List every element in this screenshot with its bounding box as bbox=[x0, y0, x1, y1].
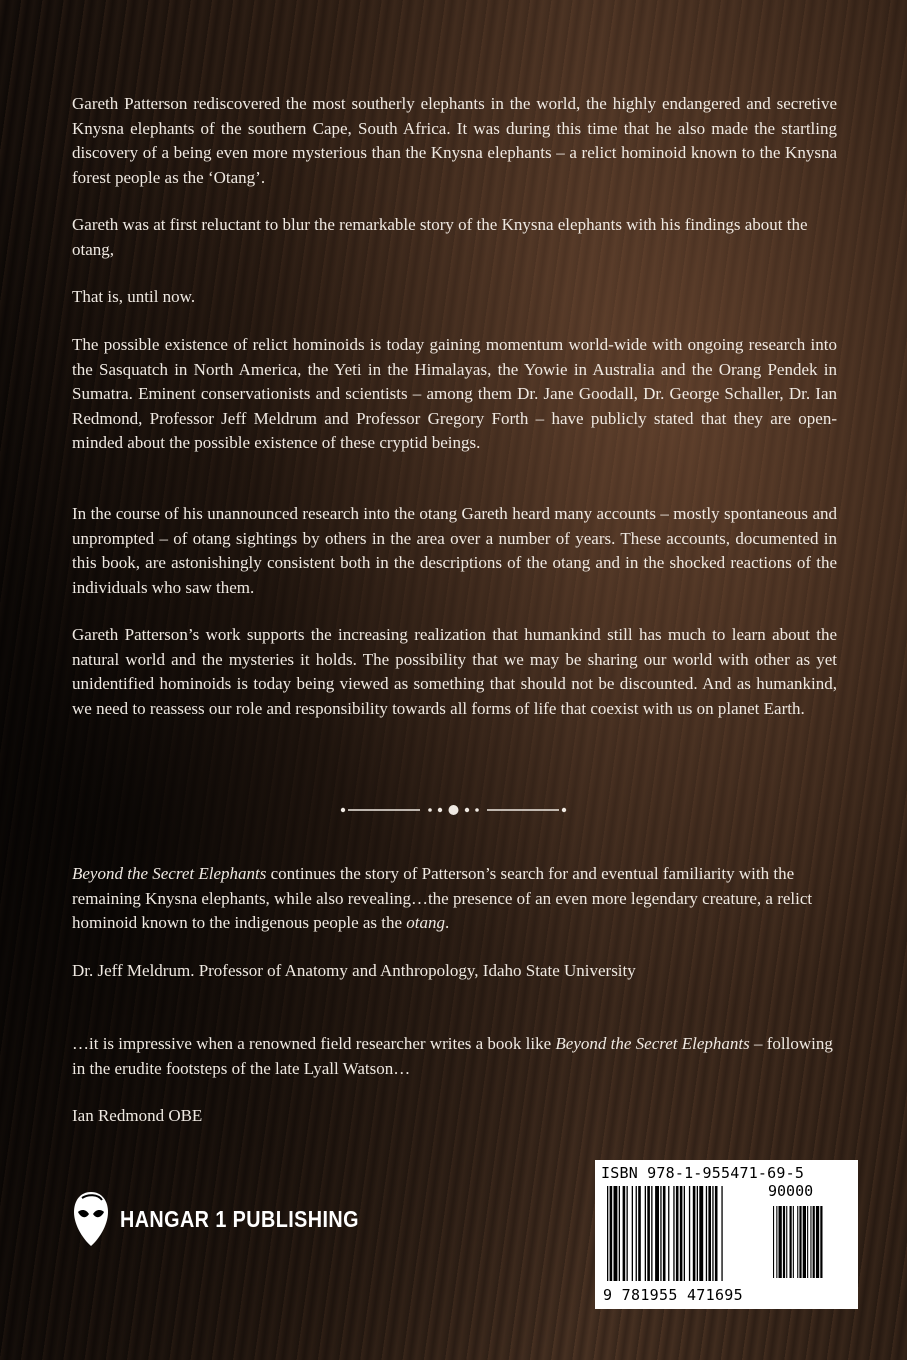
barcode-bar bbox=[607, 1186, 608, 1281]
barcode-bar bbox=[790, 1206, 792, 1278]
body-text: The possible existence of relict hominoids is today gaining momentum world-wide with ongoing research into the Sasquatch in North America, the Yeti in the Himalayas, the Yowie in Australia and the Orang Pendek in Sumatra. Eminent conservationists and scientists – among them Dr. Jane Goodall, Dr. George Schaller, Dr. Ian Redmond, Professor Jeff Meldrum and Professor Gregory Forth – have publicly stated that they are open-minded about the possible existence of these cryptid beings. bbox=[72, 335, 837, 452]
barcode-bar bbox=[623, 1186, 626, 1281]
body-text: In the course of his unannounced research into the otang Gareth heard many accounts – mostly spontaneous and unprompted – of otang sightings by others in the area over a number of years. These accounts, documented in this book, are astonishingly consistent both in the descriptions of the otang and in the shocked reactions of the individuals who saw them. bbox=[72, 504, 837, 597]
barcode-bar bbox=[697, 1186, 698, 1281]
publisher-logo bbox=[72, 1190, 398, 1248]
barcode-bar bbox=[813, 1206, 815, 1278]
barcode-bar bbox=[676, 1186, 679, 1281]
barcode-bar bbox=[619, 1186, 620, 1281]
barcode-bar bbox=[807, 1206, 808, 1278]
barcode-bar bbox=[660, 1186, 661, 1281]
barcode-bar bbox=[699, 1186, 703, 1281]
endorsement-text bbox=[72, 1032, 837, 1081]
price-code: 90000 bbox=[768, 1182, 814, 1200]
publisher-name: HANGAR 1 PUBLISHING bbox=[120, 1205, 359, 1232]
until-now-paragraph bbox=[72, 285, 837, 310]
reluctance-paragraph bbox=[72, 213, 837, 262]
barcode-bar bbox=[776, 1206, 777, 1278]
barcode-bar bbox=[610, 1186, 613, 1281]
barcode-bar bbox=[632, 1186, 633, 1281]
barcode-bar bbox=[655, 1186, 659, 1281]
body-text: Gareth Patterson rediscovered the most southerly elephants in the world, the highly endangered and secretive Knysna elephants of the southern Cape, South Africa. It was during this time that he also made the startling discovery of a being even more mysterious than the Knysna elephants – a relict hominoid known to the Knysna forest people as the ‘Otang’. bbox=[72, 94, 837, 187]
barcode-bar bbox=[638, 1186, 641, 1281]
barcode-bar bbox=[693, 1186, 696, 1281]
endorsement-text-part: continues the story of Patterson’s search for and eventual familiarity with the remaining Knysna elephants, while also revealing…the presence of an even more legendary creature, a relict hominoid known to the indigenous people as the bbox=[72, 864, 813, 932]
body-text: Gareth was at first reluctant to blur the remarkable story of the Knysna elephants with his findings about the otang, bbox=[72, 215, 808, 259]
barcode-bar bbox=[706, 1186, 707, 1281]
endorsement-meldrum bbox=[72, 862, 837, 936]
barcode-bars bbox=[603, 1186, 851, 1284]
barcode-bar bbox=[810, 1206, 811, 1278]
conclusion-paragraph bbox=[72, 623, 837, 721]
barcode-bar bbox=[636, 1186, 637, 1281]
barcode-bar bbox=[614, 1186, 618, 1281]
ornamental-divider bbox=[340, 800, 567, 820]
book-title: Beyond the Secret Elephants bbox=[555, 1034, 750, 1053]
barcode-bar bbox=[668, 1186, 669, 1281]
barcode-bar bbox=[715, 1186, 718, 1281]
intro-paragraph bbox=[72, 92, 837, 190]
barcode-bar bbox=[684, 1186, 685, 1281]
barcode-bar bbox=[647, 1186, 650, 1281]
book-title: Beyond the Secret Elephants bbox=[72, 864, 267, 883]
barcode-bar bbox=[651, 1186, 652, 1281]
barcode-bar bbox=[793, 1206, 794, 1278]
barcode-bar bbox=[721, 1186, 722, 1281]
barcode-bar bbox=[797, 1206, 798, 1278]
body-text: Gareth Patterson’s work supports the increasing realization that humankind still has much to learn about the natural world and the mysteries it holds. The possibility that we may be sharing our world with other as yet unidentified hominoids is today being viewed as something that should not be discounted. And as humankind, we need to reassess our role and responsibility towards all forms of life that coexist with us on planet Earth. bbox=[72, 625, 837, 718]
barcode-bar bbox=[712, 1186, 713, 1281]
ean-digits: 9 781955 471695 bbox=[603, 1286, 743, 1304]
barcode-bar bbox=[799, 1206, 801, 1278]
attribution-meldrum bbox=[72, 959, 837, 984]
research-paragraph bbox=[72, 502, 837, 600]
barcode-bar bbox=[673, 1186, 674, 1281]
alien-head-icon bbox=[72, 1190, 110, 1248]
barcode-bar bbox=[803, 1206, 806, 1278]
barcode-bar bbox=[627, 1186, 628, 1281]
barcode-bar bbox=[816, 1206, 819, 1278]
isbn-label: ISBN 978-1-955471-69-5 bbox=[601, 1164, 805, 1182]
body-text: That is, until now. bbox=[72, 287, 196, 306]
emphasis-word: otang bbox=[406, 913, 446, 932]
isbn-barcode bbox=[595, 1160, 858, 1309]
barcode-bar bbox=[786, 1206, 787, 1278]
attribution-redmond bbox=[72, 1104, 837, 1129]
endorsement-text-part: . bbox=[445, 913, 450, 932]
attribution-text: Dr. Jeff Meldrum. Professor of Anatomy and Anthropology, Idaho State University bbox=[72, 961, 636, 980]
relict-hominoids-paragraph bbox=[72, 333, 837, 456]
barcode-bar bbox=[645, 1186, 646, 1281]
barcode-bar bbox=[680, 1186, 683, 1281]
endorsement-text bbox=[72, 862, 837, 936]
barcode-bar bbox=[663, 1186, 666, 1281]
endorsement-text-part: – following in the erudite footsteps of the late Lyall Watson… bbox=[72, 1034, 833, 1078]
barcode-bar bbox=[783, 1206, 785, 1278]
endorsement-redmond bbox=[72, 1032, 837, 1081]
barcode-bar bbox=[708, 1186, 711, 1281]
attribution-text: Ian Redmond OBE bbox=[72, 1106, 203, 1125]
barcode-bar bbox=[773, 1206, 774, 1278]
barcode-bar bbox=[820, 1206, 822, 1278]
barcode-bar bbox=[689, 1186, 690, 1281]
barcode-bar bbox=[779, 1206, 782, 1278]
endorsement-text-part: …it is impressive when a renowned field researcher writes a book like bbox=[72, 1034, 556, 1053]
